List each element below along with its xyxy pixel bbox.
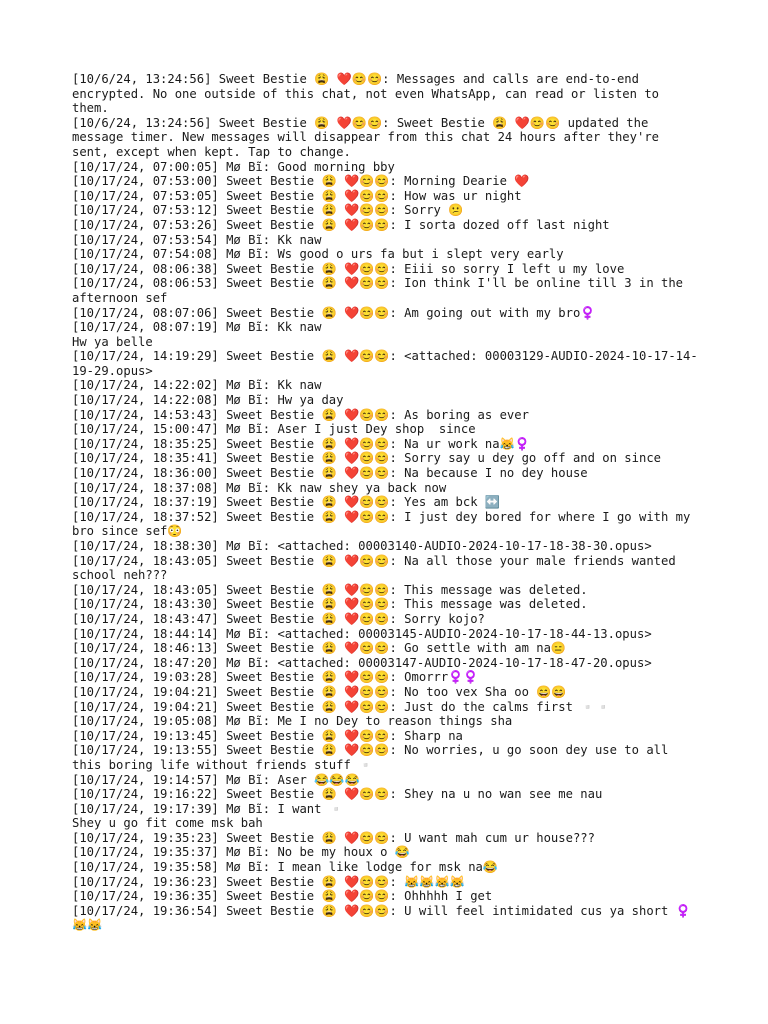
chat-line: [10/17/24, 14:53:43] Sweet Bestie 😩 ❤️😊😊: As boring as ever — [72, 407, 529, 422]
chat-line: [10/17/24, 18:46:13] Sweet Bestie 😩 ❤️😊😊: Go settle with am na😑 — [72, 641, 567, 656]
chat-line: [10/17/24, 19:14:57] Mø Bĩ: Aser 😂😂😂 — [72, 772, 360, 787]
chat-line: [10/17/24, 07:54:08] Mø Bĩ: Ws good o urs fa but i slept very early — [72, 247, 564, 262]
chat-line: [10/17/24, 19:04:21] Sweet Bestie 😩 ❤️😊😊: Just do the calms first ▫️▫️ — [72, 699, 611, 714]
chat-line: [10/17/24, 18:44:14] Mø Bĩ: <attached: 00003145-AUDIO-2024-10-17-18-44-13.opus> — [72, 626, 652, 641]
chat-line: [10/17/24, 19:35:58] Mø Bĩ: I mean like lodge for msk na😂 — [72, 860, 499, 875]
chat-line: [10/17/24, 19:35:23] Sweet Bestie 😩 ❤️😊😊: U want mah cum ur house??? — [72, 830, 595, 845]
chat-line: [10/17/24, 19:16:22] Sweet Bestie 😩 ❤️😊😊: Shey na u no wan see me nau — [72, 787, 603, 802]
chat-line: [10/17/24, 18:35:25] Sweet Bestie 😩 ❤️😊😊: Na ur work na😹♀️ — [72, 436, 530, 451]
chat-line: [10/17/24, 08:06:53] Sweet Bestie 😩 ❤️😊😊: Ion think I'll be online till 3 in the afternoon sef — [72, 276, 691, 305]
chat-line: [10/17/24, 07:53:12] Sweet Bestie 😩 ❤️😊😊: Sorry 😕 — [72, 203, 464, 218]
chat-line: [10/17/24, 18:43:47] Sweet Bestie 😩 ❤️😊😊: Sorry kojo? — [72, 611, 485, 626]
chat-line: [10/17/24, 15:00:47] Mø Bĩ: Aser I just Dey shop since — [72, 422, 476, 437]
chat-line: [10/17/24, 18:47:20] Mø Bĩ: <attached: 00003147-AUDIO-2024-10-17-18-47-20.opus> — [72, 655, 652, 670]
chat-line: [10/17/24, 08:07:19] Mø Bĩ: Kk naw Hw ya belle — [72, 320, 322, 349]
chat-line: [10/17/24, 18:43:30] Sweet Bestie 😩 ❤️😊😊: This message was deleted. — [72, 597, 588, 612]
chat-line: [10/17/24, 18:35:41] Sweet Bestie 😩 ❤️😊😊: Sorry say u dey go off and on since — [72, 451, 661, 466]
chat-line: [10/6/24, 13:24:56] Sweet Bestie 😩 ❤️😊😊: Sweet Bestie 😩 ❤️😊😊 updated the message timer. New messages will disappear from this chat 24 hours after they're sent, except when kept. Tap to change. — [72, 115, 667, 159]
chat-line: [10/17/24, 18:43:05] Sweet Bestie 😩 ❤️😊😊: Na all those your male friends wanted school neh??? — [72, 553, 684, 583]
chat-line: [10/17/24, 19:05:08] Mø Bĩ: Me I no Dey to reason things sha — [72, 714, 513, 729]
chat-line: [10/17/24, 08:06:38] Sweet Bestie 😩 ❤️😊😊: Eiii so sorry I left u my love — [72, 261, 625, 276]
chat-line: [10/17/24, 07:53:26] Sweet Bestie 😩 ❤️😊😊: I sorta dozed off last night — [72, 217, 610, 232]
chat-line: [10/17/24, 19:03:28] Sweet Bestie 😩 ❤️😊😊: Omorrr♀️♀️ — [72, 670, 479, 685]
chat-line: [10/17/24, 18:36:00] Sweet Bestie 😩 ❤️😊😊: Na because I no dey house — [72, 466, 588, 481]
chat-line: [10/17/24, 19:13:45] Sweet Bestie 😩 ❤️😊😊: Sharp na — [72, 728, 463, 743]
chat-line: [10/17/24, 19:36:54] Sweet Bestie 😩 ❤️😊😊: U will feel intimidated cus ya short ♀️😹😹 — [72, 903, 691, 933]
chat-transcript — [72, 72, 702, 933]
chat-line: [10/17/24, 19:36:23] Sweet Bestie 😩 ❤️😊😊: 😹😹😹😹 — [72, 874, 465, 889]
chat-line: [10/17/24, 19:17:39] Mø Bĩ: I want ▫️ Shey u go fit come msk bah — [72, 801, 344, 831]
chat-line: [10/17/24, 07:53:54] Mø Bĩ: Kk naw — [72, 232, 322, 247]
chat-line: [10/17/24, 07:53:05] Sweet Bestie 😩 ❤️😊😊: How was ur night — [72, 188, 522, 203]
chat-line: [10/17/24, 07:00:05] Mø Bĩ: Good morning bby — [72, 159, 395, 174]
chat-line: [10/17/24, 19:04:21] Sweet Bestie 😩 ❤️😊😊: No too vex Sha oo 😄😄 — [72, 684, 567, 699]
chat-line: [10/17/24, 18:37:08] Mø Bĩ: Kk naw shey ya back now — [72, 480, 447, 495]
chat-line: [10/17/24, 08:07:06] Sweet Bestie 😩 ❤️😊😊: Am going out with my bro♀️ — [72, 305, 596, 320]
chat-line: [10/17/24, 14:19:29] Sweet Bestie 😩 ❤️😊😊: <attached: 00003129-AUDIO-2024-10-17-14-19-29.opus> — [72, 349, 698, 378]
chat-line: [10/17/24, 14:22:02] Mø Bĩ: Kk naw — [72, 378, 322, 393]
chat-line: [10/17/24, 19:13:55] Sweet Bestie 😩 ❤️😊😊: No worries, u go soon dey use to all this boring life without friends stuff ▫️ — [72, 743, 676, 772]
chat-line: [10/17/24, 07:53:00] Sweet Bestie 😩 ❤️😊😊: Morning Dearie ❤️ — [72, 174, 530, 189]
chat-line: [10/17/24, 18:43:05] Sweet Bestie 😩 ❤️😊😊: This message was deleted. — [72, 582, 588, 597]
chat-line: [10/17/24, 18:38:30] Mø Bĩ: <attached: 00003140-AUDIO-2024-10-17-18-38-30.opus> — [72, 539, 652, 553]
chat-line: [10/17/24, 19:36:35] Sweet Bestie 😩 ❤️😊😊: Ohhhhh I get — [72, 889, 493, 904]
chat-line: [10/17/24, 19:35:37] Mø Bĩ: No be my houx o 😂 — [72, 845, 411, 860]
chat-line: [10/17/24, 14:22:08] Mø Bĩ: Hw ya day — [72, 393, 344, 408]
chat-line: [10/17/24, 18:37:52] Sweet Bestie 😩 ❤️😊😊: I just dey bored for where I go with my bro since sef😳 — [72, 509, 698, 539]
chat-line: [10/17/24, 18:37:19] Sweet Bestie 😩 ❤️😊😊: Yes am bck ↔️ — [72, 495, 501, 510]
chat-line: [10/6/24, 13:24:56] Sweet Bestie 😩 ❤️😊😊: Messages and calls are end-to-end encrypted. No one outside of this chat, not even WhatsApp, can read or listen to them. — [72, 72, 667, 116]
